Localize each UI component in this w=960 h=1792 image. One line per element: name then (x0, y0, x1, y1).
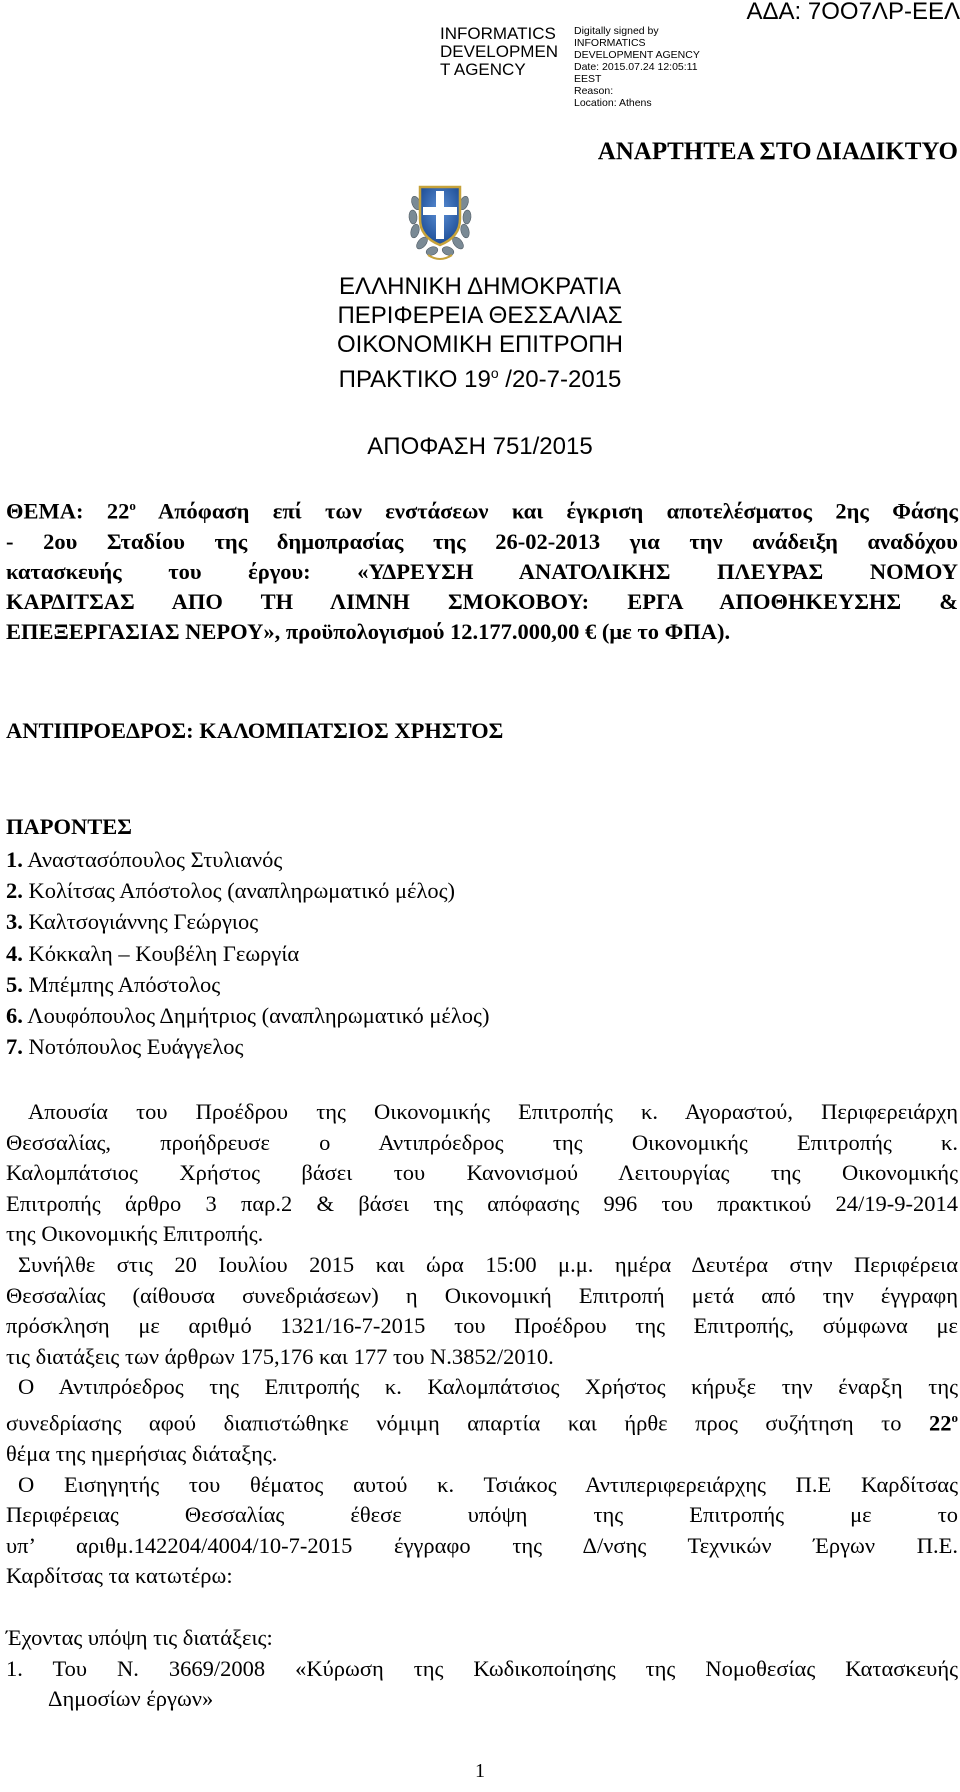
member-number: 6. (6, 1003, 23, 1029)
paragraph-line: Καρδίτσας τα κατωτέρω: (6, 1563, 233, 1589)
subject-line: - 2ου Σταδίου της δημοπρασίας της 26-02-2013 για την ανάδειξη αναδόχου (6, 528, 958, 554)
paragraph-line: Θεσσαλίας (αίθουσα συνεδριάσεων) η Οικονομική Επιτροπή μετά από την έγγραφη (6, 1282, 958, 1308)
list-item (6, 844, 489, 875)
provision-item-continued: Δημοσίων έργων» (48, 1686, 214, 1712)
signature-detail-line: Reason: (574, 85, 614, 97)
document-header (0, 272, 960, 394)
topic-sup: ο (951, 1409, 958, 1425)
header-minutes (0, 359, 960, 394)
subject (6, 491, 958, 647)
paragraph-line: Ο Εισηγητής του θέματος αυτού κ. Τσιάκος Αντιπεριφερειάρχης Π.Ε Καρδίτσας (18, 1471, 958, 1497)
members-list (6, 844, 489, 1062)
list-item (6, 906, 489, 937)
minutes-suffix: /20-7-2015 (498, 366, 622, 393)
member-number: 7. (6, 1034, 23, 1060)
signature-org-line: INFORMATICS (440, 24, 556, 43)
signature-detail-line: EEST (574, 73, 602, 85)
list-item (6, 938, 489, 969)
signature-detail-line: Digitally signed by (574, 25, 659, 37)
subject-prefix: ΘΕΜΑ: 22 (6, 498, 130, 524)
body-text (6, 1097, 958, 1715)
subject-line: κατασκευής του έργου: «ΥΔΡΕΥΣΗ ΑΝΑΤΟΛΙΚΗΣ ΠΛΕΥΡΑΣ ΝΟΜΟΥ (6, 558, 958, 584)
signature-details (574, 25, 724, 109)
vice-chair: ΑΝΤΙΠΡΟΕΔΡΟΣ: ΚΑΛΟΜΠΑΤΣΙΟΣ ΧΡΗΣΤΟΣ (6, 718, 504, 743)
member-name: Κολίτσας Απόστολος (αναπληρωματικό μέλος) (22, 878, 456, 904)
member-number: 5. (6, 971, 23, 997)
paragraph-line: Θεσσαλίας, προήδρευσε ο Αντιπρόεδρος της Οικονομικής Επιτροπής κ. (6, 1129, 958, 1155)
publish-note: ΑΝΑΡΤΗΤΕΑ ΣΤΟ ΔΙΑΔΙΚΤΥΟ (597, 138, 958, 165)
signature-detail-line: INFORMATICS (574, 37, 646, 49)
page-number: 1 (475, 1760, 485, 1782)
paragraph-line: θέμα της ημερήσιας διάταξης. (6, 1441, 278, 1467)
signature-organization (440, 25, 568, 79)
paragraph-text: συνεδρίασης αφού διαπιστώθηκε νόμιμη απαρτία και ήρθε προς συζήτηση το (6, 1410, 929, 1436)
subject-line (6, 491, 958, 527)
signature-detail-line: Date: 2015.07.24 12:05:11 (574, 61, 698, 73)
signature-detail-line: Location: Athens (574, 97, 652, 109)
member-name: Μπέμπης Απόστολος (22, 971, 221, 997)
signature-detail-line: DEVELOPMENT AGENCY (574, 49, 700, 61)
member-number: 2. (6, 878, 23, 904)
present-title: ΠΑΡΟΝΤΕΣ (6, 814, 132, 839)
ada-code: ΑΔΑ: 7ΟΟ7ΛΡ-ΕΕΛ (746, 0, 960, 25)
subject-line: ΚΑΡΔΙΤΣΑΣ ΑΠΟ ΤΗ ΛΙΜΝΗ ΣΜΟΚΟΒΟΥ: ΕΡΓΑ ΑΠΟΘΗΚΕΥΣΗΣ & (6, 588, 958, 614)
member-name: Καλτσογιάννης Γεώργιος (22, 909, 259, 935)
paragraph-line: Επιτροπής άρθρο 3 παρ.2 & βάσει της απόφασης 996 του πρακτικού 24/19-9-2014 (6, 1190, 958, 1216)
spacer (6, 1592, 958, 1623)
member-name: Νοτόπουλος Ευάγγελος (22, 1034, 244, 1060)
topic-number: 22 (929, 1410, 952, 1436)
member-number: 1. (6, 847, 23, 872)
member-number: 3. (6, 909, 23, 935)
member-name: Αναστασόπουλος Στυλιανός (22, 847, 283, 872)
member-number: 4. (6, 940, 23, 966)
paragraph-line: Ο Αντιπρόεδρος της Επιτροπής κ. Καλομπάτσιος Χρήστος κήρυξε την έναρξη της (18, 1374, 958, 1400)
paragraph-line: υπ’ αριθμ.142204/4004/10-7-2015 έγγραφο της Δ/νσης Τεχνικών Έργων Π.Ε. (6, 1532, 958, 1558)
signature-org-line: T AGENCY (440, 60, 526, 79)
paragraph-line: Καλομπάτσιος Χρήστος βάσει του Κανονισμού Λειτουργίας της Οικονομικής (6, 1160, 958, 1186)
subject-sup: ο (129, 498, 136, 513)
provisions-title: Έχοντας υπόψη τις διατάξεις: (6, 1625, 273, 1650)
header-country: ΕΛΛΗΝΙΚΗ ΔΗΜΟΚΡΑΤΙΑ (339, 273, 621, 300)
paragraph-line: της Οικονομικής Επιτροπής. (6, 1221, 264, 1247)
greek-state-emblem-icon (408, 173, 472, 265)
paragraph-line (6, 1403, 958, 1439)
minutes-prefix: ΠΡΑΚΤΙΚΟ 19 (338, 366, 491, 393)
paragraph-line: Περιφέρειας Θεσσαλίας έθεσε υπόψη της Επιτροπής με το (6, 1502, 958, 1528)
subject-line: ΕΠΕΞΕΡΓΑΣΙΑΣ ΝΕΡΟΥ», προϋπολογισμού 12.177.000,00 € (με το ΦΠΑ). (6, 618, 731, 644)
list-item (6, 1000, 489, 1031)
provision-item: 1. Του Ν. 3669/2008 «Κύρωση της Κωδικοποίησης της Νομοθεσίας Κατασκευής (6, 1655, 958, 1681)
paragraph-line: τις διατάξεις των άρθρων 175,176 και 177 του Ν.3852/2010. (6, 1343, 554, 1369)
subject-text: Απόφαση επί των ενστάσεων και έγκριση αποτελέσματος 2ης Φάσης (135, 498, 958, 524)
member-name: Λουφόπουλος Δημήτριος (αναπληρωματικό μέλος) (22, 1003, 490, 1029)
minutes-sup: ο (490, 365, 499, 381)
signature-org-line: DEVELOPMEN (440, 42, 559, 61)
list-item (6, 969, 489, 1000)
member-name: Κόκκαλη – Κουβέλη Γεωργία (22, 940, 300, 966)
list-item (6, 875, 489, 906)
header-committee: ΟΙΚΟΝΟΜΙΚΗ ΕΠΙΤΡΟΠΗ (337, 331, 623, 358)
paragraph-line: Απουσία του Προέδρου της Οικονομικής Επιτροπής κ. Αγοραστού, Περιφερειάρχη (28, 1099, 958, 1124)
decision-number: ΑΠΟΦΑΣΗ 751/2015 (367, 433, 593, 460)
list-item (6, 1031, 489, 1062)
header-region: ΠΕΡΙΦΕΡΕΙΑ ΘΕΣΣΑΛΙΑΣ (337, 302, 623, 329)
paragraph-line: πρόσκληση με αριθμό 1321/16-7-2015 του Προέδρου της Επιτροπής, σύμφωνα με (6, 1313, 958, 1339)
paragraph-line: Συνήλθε στις 20 Ιουλίου 2015 και ώρα 15:00 μ.μ. ημέρα Δευτέρα στην Περιφέρεια (18, 1251, 958, 1277)
